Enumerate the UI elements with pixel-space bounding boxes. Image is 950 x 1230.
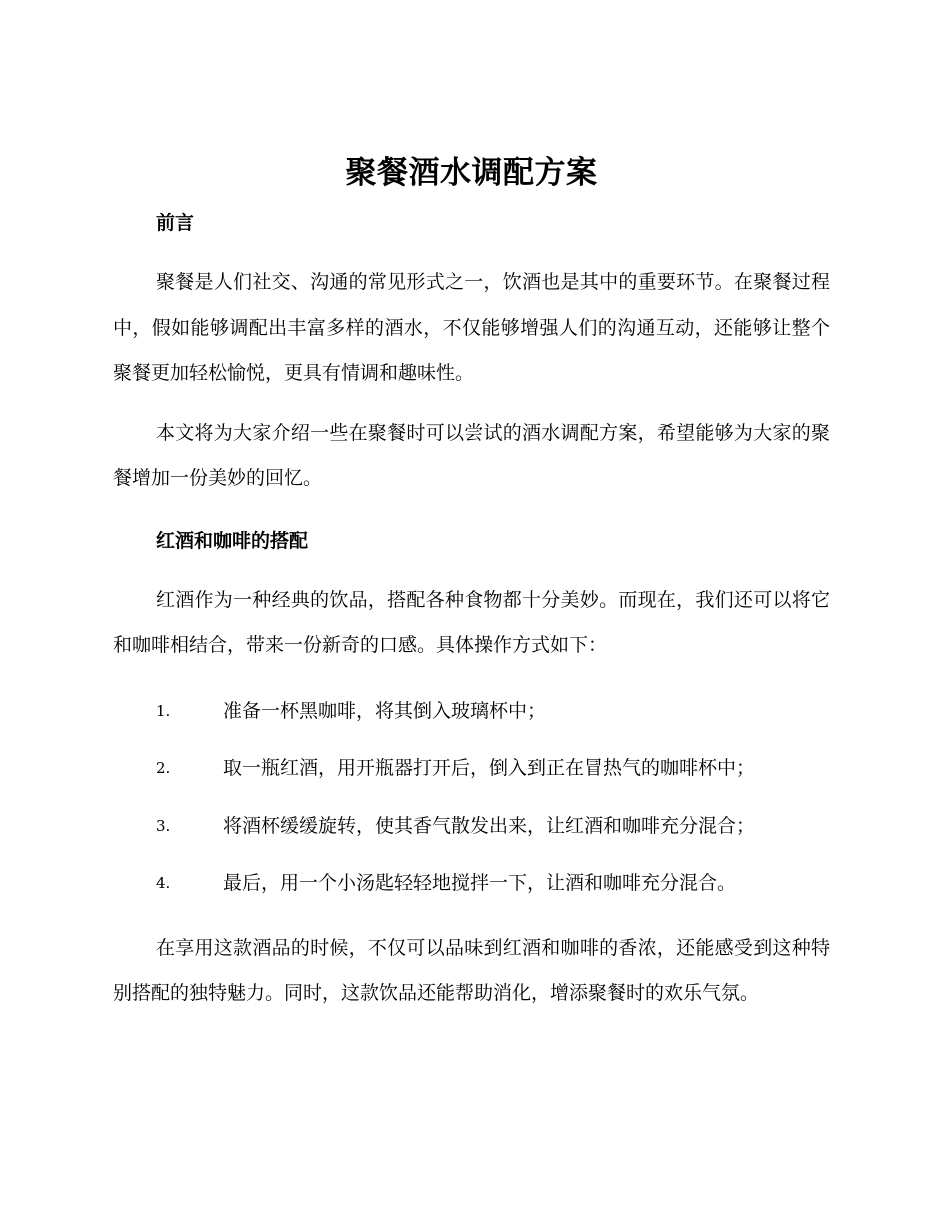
list-item <box>113 740 830 798</box>
list-item-text: 最后，用一个小汤匙轻轻地搅拌一下，让酒和咖啡充分混合。 <box>223 872 737 894</box>
list-item-number: 3. <box>156 816 171 835</box>
list-item <box>113 855 830 913</box>
steps-list <box>113 683 830 913</box>
list-item-text: 准备一杯黑咖啡，将其倒入玻璃杯中； <box>223 699 547 722</box>
wine-coffee-outro-paragraph: 在享用这款酒品的时候，不仅可以品味到红酒和咖啡的香浓，还能感受到这种特别搭配的独特魅力。同时，这款饮品还能帮助消化，增添聚餐时的欢乐气氛。 <box>113 936 830 1004</box>
section-preface <box>113 198 830 502</box>
document-title: 聚餐酒水调配方案 <box>345 155 598 191</box>
wine-coffee-intro-paragraph: 红酒作为一种经典的饮品，搭配各种食物都十分美妙。而现在，我们还可以将它和咖啡相结合，带来一份新奇的口感。具体操作方式如下： <box>113 588 830 656</box>
preface-paragraph-1: 聚餐是人们社交、沟通的常见形式之一，饮酒也是其中的重要环节。在聚餐过程中，假如能够调配出丰富多样的酒水，不仅能够增强人们的沟通互动，还能够让整个聚餐更加轻松愉悦，更具有情调和趣味性。 <box>113 271 830 384</box>
list-item <box>113 683 830 741</box>
section-heading-wine-coffee: 红酒和咖啡的搭配 <box>156 529 309 552</box>
list-item-text: 将酒杯缓缓旋转，使其香气散发出来，让红酒和咖啡充分混合； <box>223 814 756 837</box>
document-page <box>113 148 830 1031</box>
list-item-number: 1. <box>156 701 171 720</box>
list-item-number: 2. <box>156 759 171 777</box>
preface-paragraph-2: 本文将为大家介绍一些在聚餐时可以尝试的酒水调配方案，希望能够为大家的聚餐增加一份美妙的回忆。 <box>113 421 830 489</box>
list-item <box>113 798 830 856</box>
section-wine-coffee <box>113 516 830 1017</box>
list-item-text: 取一瓶红酒，用开瓶器打开后，倒入到正在冒热气的咖啡杯中； <box>223 757 756 779</box>
section-heading-preface: 前言 <box>156 212 195 234</box>
list-item-number: 4. <box>156 874 171 892</box>
